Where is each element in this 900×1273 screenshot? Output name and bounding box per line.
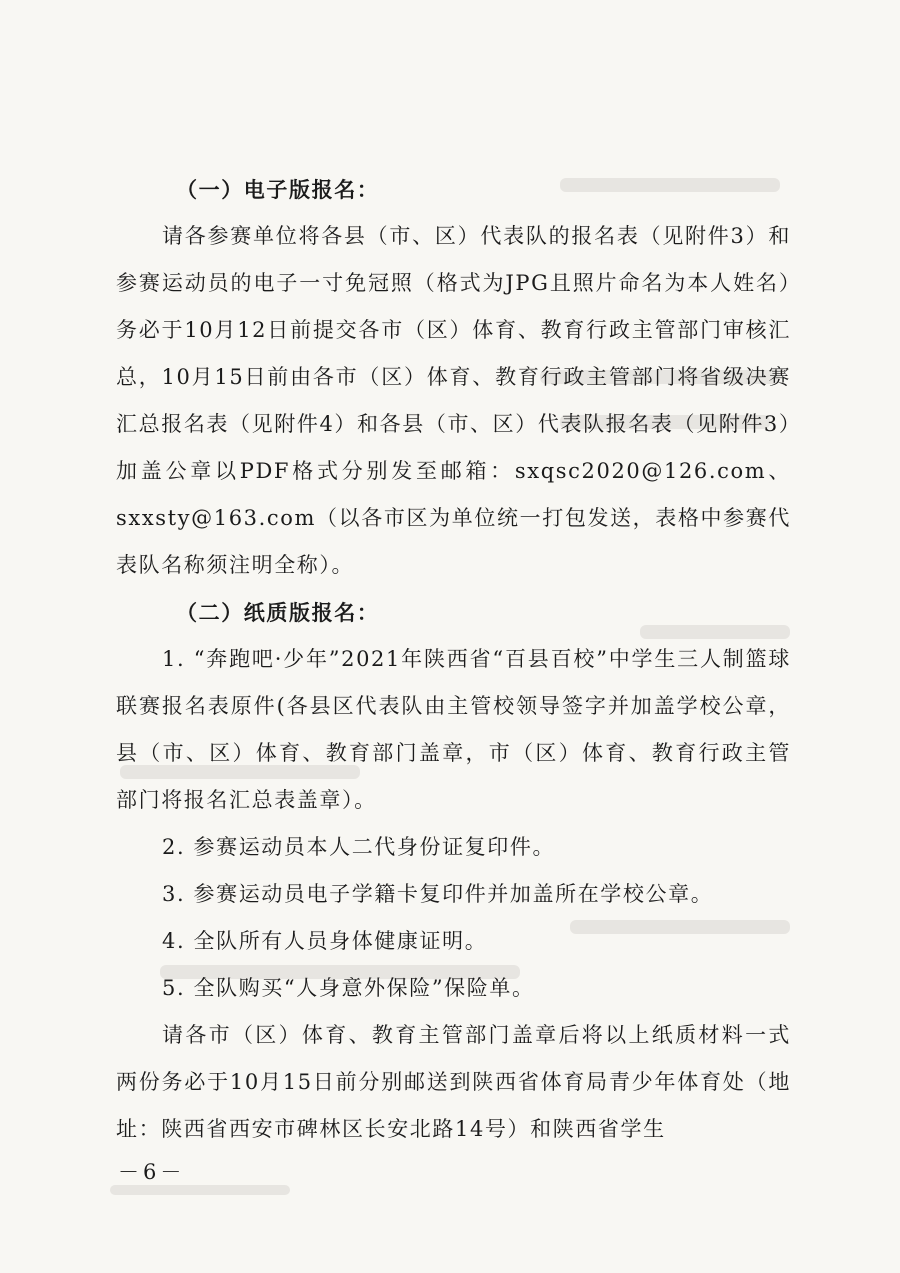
document-body (116, 166, 791, 1153)
section-heading-paper: （二）纸质版报名： (176, 600, 380, 625)
paper-item-5: 5. 全队购买“人身意外保险”保险单。 (162, 976, 535, 1000)
electronic-registration-paragraph: 请各参赛单位将各县（市、区）代表队的报名表（见附件3）和参赛运动员的电子一寸免冠照（格式为JPG且照片命名为本人姓名）务必于10月12日前提交各市（区）体育、教育行政主管部门审核汇总，10月15日前由各市（区）体育、教育行政主管部门将省级决赛汇总报名表（见附件4）和各县（市、区）代表队报名表（见附件3）加盖公章以PDF格式分别发至邮箱：sxqsc2020@126.com、sxxsty@163.com（以各市区为单位统一打包发送，表格中参赛代表队名称须注明全称）。 (116, 224, 791, 577)
paper-item-4: 4. 全队所有人员身体健康证明。 (162, 929, 488, 953)
paper-item-3: 3. 参赛运动员电子学籍卡复印件并加盖所在学校公章。 (162, 882, 714, 906)
paper-item-2: 2. 参赛运动员本人二代身份证复印件。 (162, 835, 556, 859)
closing-paragraph: 请各市（区）体育、教育主管部门盖章后将以上纸质材料一式两份务必于10月15日前分别邮送到陕西省体育局青少年体育处（地址：陕西省西安市碑林区长安北路14号）和陕西省学生 (116, 1023, 791, 1141)
section-heading-electronic: （一）电子版报名： (176, 177, 380, 202)
page-number: －6－ (118, 1160, 186, 1184)
paper-item-1: 1. “奔跑吧·少年”2021年陕西省“百县百校”中学生三人制篮球联赛报名表原件(各县区代表队由主管校领导签字并加盖学校公章，县（市、区）体育、教育部门盖章，市（区）体育、教育行政主管部门将报名汇总表盖章）。 (116, 647, 791, 812)
